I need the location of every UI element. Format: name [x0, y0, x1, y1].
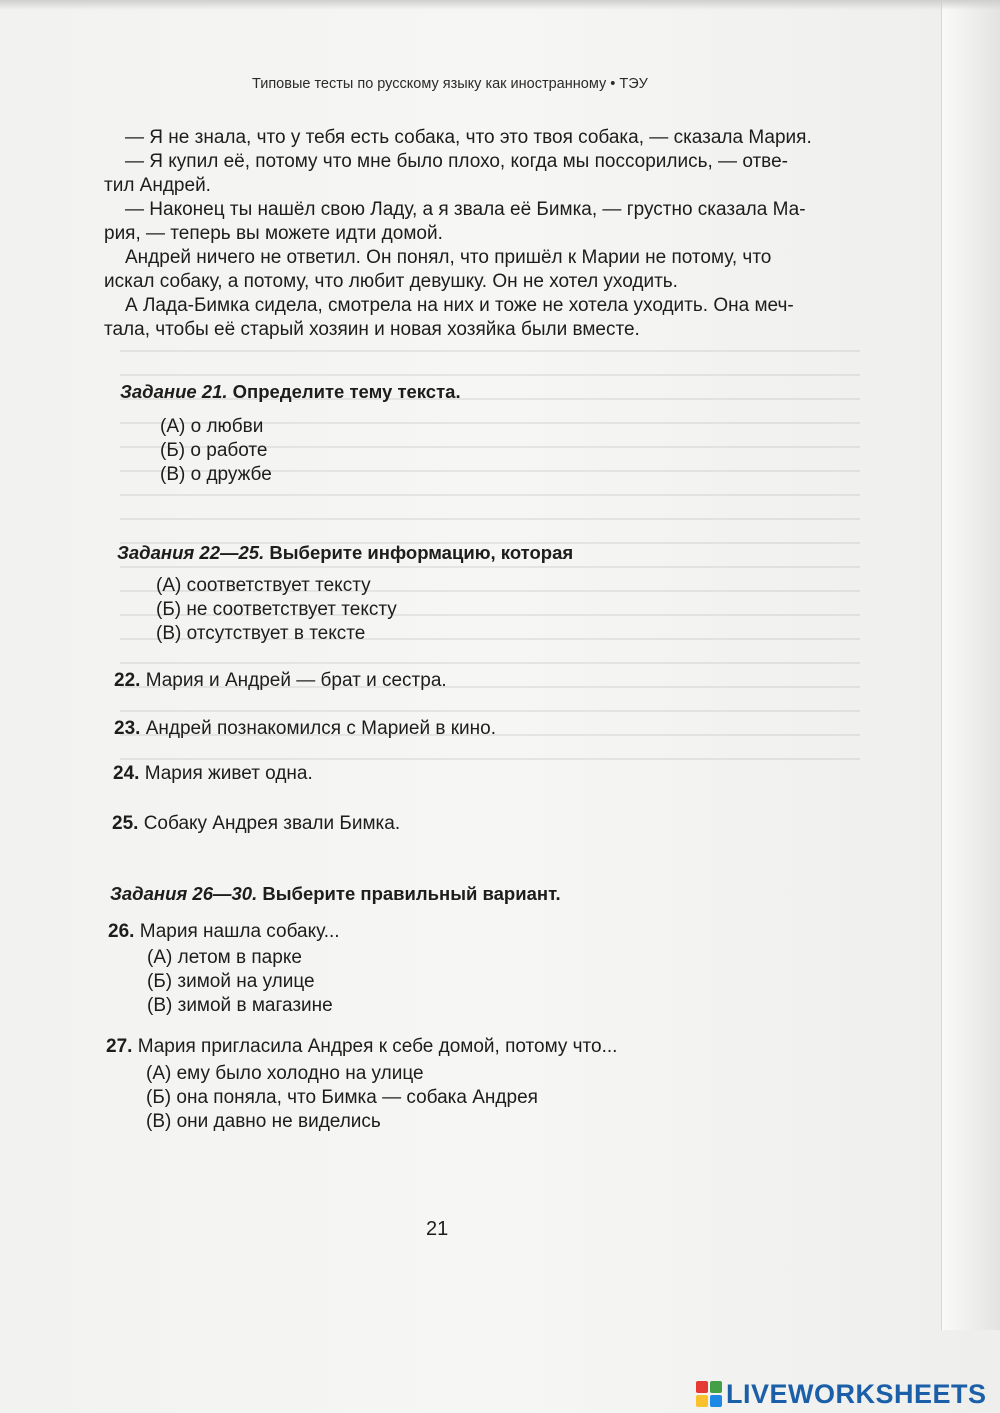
question-text: Мария и Андрей — брат и сестра. [145, 670, 447, 691]
answer-key-option: (В) отсутствует в тексте [156, 623, 366, 644]
story-line: Андрей ничего не ответил. Он понял, что пришёл к Марии не потому, что [125, 247, 772, 268]
question-number: 24. [113, 763, 140, 784]
question-text: Собаку Андрея звали Бимка. [143, 813, 401, 834]
story-line: — Я купил её, потому что мне было плохо, когда мы поссорились, — отве- [125, 151, 788, 172]
running-header: Типовые тесты по русскому языку как иностранному • ТЭУ [252, 76, 648, 92]
question-24 [113, 763, 313, 785]
logo-square [696, 1395, 708, 1407]
task-21-option: (А) о любви [160, 416, 264, 437]
top-shadow [0, 0, 1000, 10]
task-21-option: (Б) о работе [160, 440, 268, 461]
task-21-option: (В) о дружбе [160, 464, 272, 485]
question-text: Андрей познакомился с Марией в кино. [145, 718, 496, 739]
tasks-22-25-heading [117, 542, 573, 564]
question-27 [106, 1036, 617, 1058]
question-text: Мария живет одна. [144, 763, 313, 784]
question-26-option: (А) летом в парке [147, 947, 302, 968]
question-number: 26. [108, 921, 135, 942]
task-21-title: Определите тему текста. [232, 381, 461, 402]
question-26-option: (Б) зимой на улице [147, 971, 315, 992]
logo-square [710, 1395, 722, 1407]
tasks-26-30-heading [110, 883, 561, 905]
logo-square [710, 1381, 722, 1393]
story-line: тала, чтобы её старый хозяин и новая хозяйка были вместе. [104, 319, 640, 340]
answer-key-option: (А) соответствует тексту [156, 575, 371, 596]
task-21-heading [120, 381, 461, 403]
story-line: тил Андрей. [104, 175, 211, 196]
tasks-22-25-title: Выберите информацию, которая [269, 542, 574, 563]
story-line: — Наконец ты нашёл свою Ладу, а я звала её Бимка, — грустно сказала Ма- [125, 199, 806, 220]
story-line: А Лада-Бимка сидела, смотрела на них и тоже не хотела уходить. Она меч- [125, 295, 794, 316]
story-line: — Я не знала, что у тебя есть собака, что это твоя собака, — сказала Мария. [125, 127, 812, 148]
liveworksheets-icon [696, 1381, 722, 1407]
logo-text: LIVEWORKSHEETS [726, 1378, 987, 1409]
page-edge [941, 0, 1000, 1330]
question-text: Мария пригласила Андрея к себе домой, потому что... [137, 1036, 618, 1057]
question-number: 25. [112, 813, 139, 834]
question-27-option: (А) ему было холодно на улице [146, 1063, 424, 1084]
tasks-22-25-label: Задания 22—25. [117, 542, 265, 563]
tasks-26-30-label: Задания 26—30. [110, 883, 258, 904]
story-line: рия, — теперь вы можете идти домой. [104, 223, 443, 244]
question-text: Мария нашла собаку... [139, 921, 340, 942]
question-number: 22. [114, 670, 141, 691]
question-25 [112, 813, 400, 835]
page-number: 21 [426, 1218, 449, 1240]
question-26 [108, 921, 340, 943]
tasks-26-30-title: Выберите правильный вариант. [262, 883, 561, 904]
question-22 [114, 670, 447, 692]
question-27-option: (Б) она поняла, что Бимка — собака Андрея [146, 1087, 538, 1108]
liveworksheets-logo[interactable] [696, 1378, 987, 1410]
logo-square [696, 1381, 708, 1393]
question-23 [114, 718, 496, 740]
story-line: искал собаку, а потому, что любит девушку. Он не хотел уходить. [104, 271, 678, 292]
task-21-label: Задание 21. [120, 381, 228, 402]
question-number: 27. [106, 1036, 133, 1057]
question-27-option: (В) они давно не виделись [146, 1111, 381, 1132]
question-26-option: (В) зимой в магазине [147, 995, 333, 1016]
question-number: 23. [114, 718, 141, 739]
answer-key-option: (Б) не соответствует тексту [156, 599, 397, 620]
